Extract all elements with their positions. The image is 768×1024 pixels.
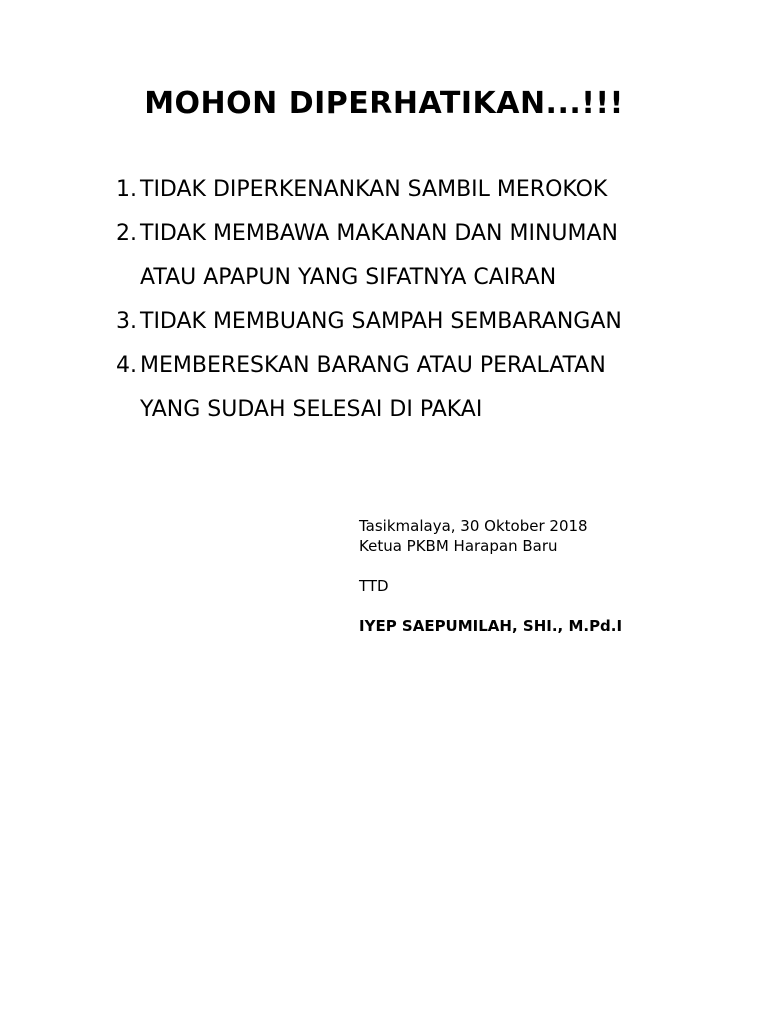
signature-spacer bbox=[359, 596, 622, 616]
signature-spacer bbox=[359, 556, 622, 576]
rule-line: ATAU APAPUN YANG SIFATNYA CAIRAN bbox=[140, 265, 557, 290]
signature-position: Ketua PKBM Harapan Baru bbox=[359, 537, 558, 555]
rule-item-1 bbox=[116, 168, 736, 212]
rule-item-2 bbox=[116, 212, 736, 300]
rule-text bbox=[140, 168, 736, 212]
rule-text bbox=[140, 344, 736, 432]
rule-text bbox=[140, 212, 736, 300]
rules-list bbox=[116, 168, 736, 432]
rule-line: TIDAK DIPERKENANKAN SAMBIL MEROKOK bbox=[140, 177, 608, 202]
rule-number: 4. bbox=[116, 353, 137, 378]
signature-ttd: TTD bbox=[359, 577, 389, 595]
rule-line: MEMBERESKAN BARANG ATAU PERALATAN bbox=[140, 353, 606, 378]
page-title: MOHON DIPERHATIKAN...!!! bbox=[144, 86, 624, 121]
rule-number: 3. bbox=[116, 309, 137, 334]
signature-name: IYEP SAEPUMILAH, SHI., M.Pd.I bbox=[359, 617, 623, 635]
rule-line: TIDAK MEMBUANG SAMPAH SEMBARANGAN bbox=[140, 309, 622, 334]
rule-line: TIDAK MEMBAWA MAKANAN DAN MINUMAN bbox=[140, 221, 618, 246]
rule-item-4 bbox=[116, 344, 736, 432]
rule-line: YANG SUDAH SELESAI DI PAKAI bbox=[140, 397, 483, 422]
rule-number: 2. bbox=[116, 221, 137, 246]
rule-number: 1. bbox=[116, 177, 137, 202]
rule-item-3 bbox=[116, 300, 736, 344]
signature-block bbox=[359, 516, 622, 636]
rule-text bbox=[140, 300, 736, 344]
signature-place-date: Tasikmalaya, 30 Oktober 2018 bbox=[359, 517, 588, 535]
